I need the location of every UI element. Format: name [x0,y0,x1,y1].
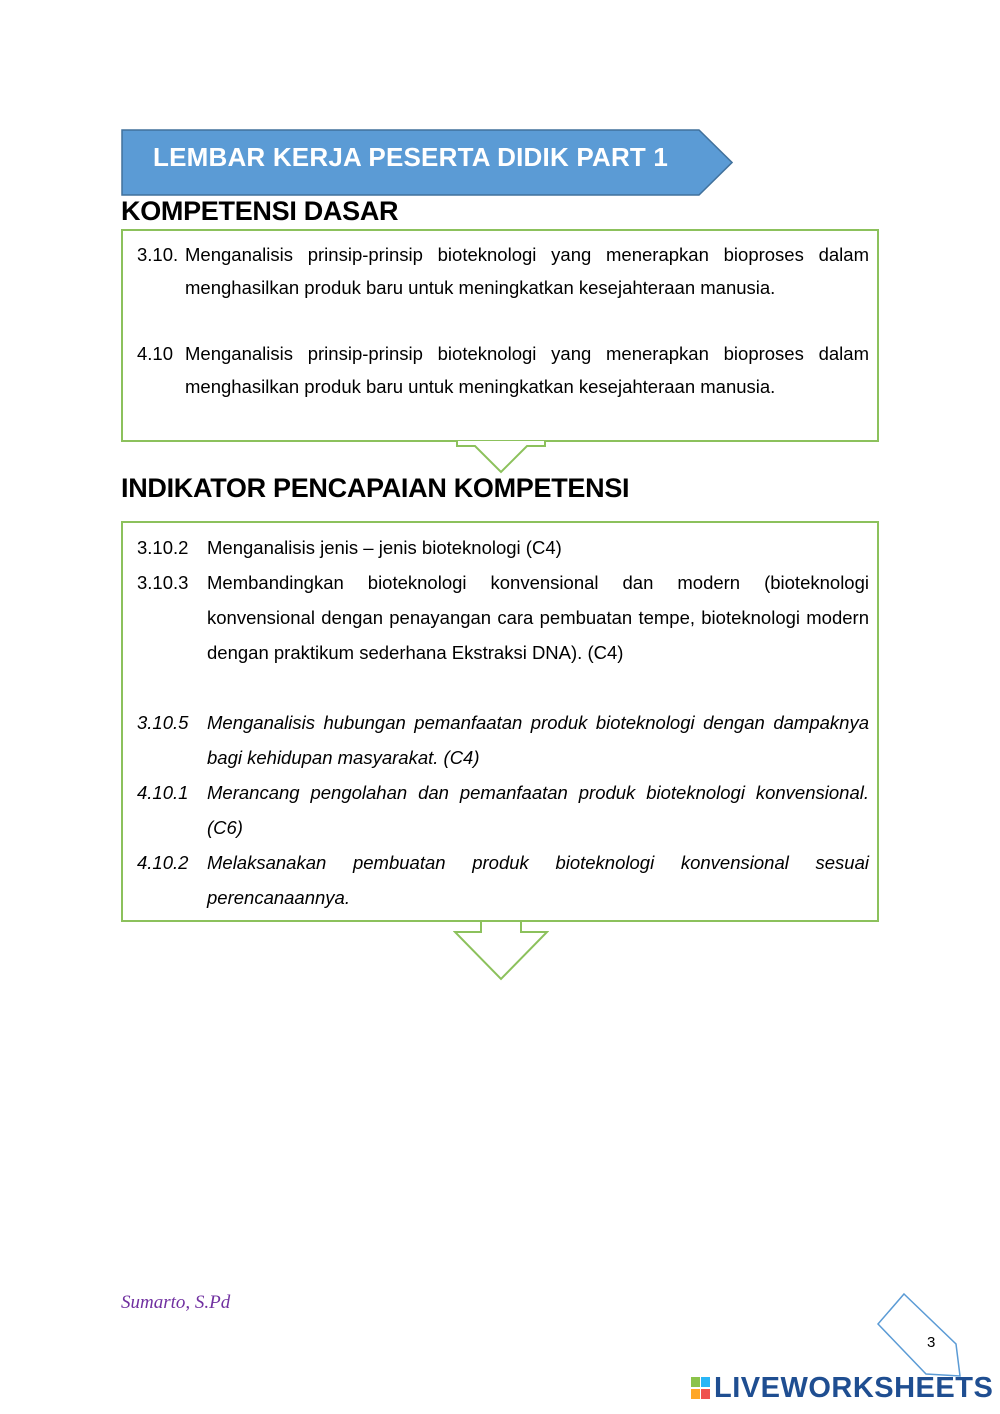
ipk-box [121,521,879,922]
author-signature: Sumarto, S.Pd [121,1292,231,1313]
kd-heading: KOMPETENSI DASAR [121,196,399,226]
ipk-item-number: 3.10.2 [137,537,189,558]
ipk-item [137,705,869,775]
liveworksheets-logo-text: LIVEWORKSHEETS [714,1371,994,1404]
ipk-item [137,565,869,670]
ipk-item-text: Membandingkan bioteknologi konvensional dan modern (bioteknologi konvensional dengan penayangan cara pembuatan tempe, bioteknologi modern dengan praktikum sederhana Ekstraksi DNA). (C4) [207,572,869,663]
down-arrow-icon [453,920,549,982]
ipk-item-text: Merancang pengolahan dan pemanfaatan produk bioteknologi konvensional.(C6) [207,782,869,838]
kd-item [137,337,869,403]
ipk-item [137,845,869,915]
ipk-item-text: Menganalisis jenis – jenis bioteknologi (C4) [207,537,562,558]
liveworksheets-logo-icon [690,1373,712,1403]
kd-item-text: Menganalisis prinsip-prinsip bioteknologi yang menerapkan bioproses dalam menghasilkan produk baru untuk meningkatkan kesejahteraan manusia. [185,244,869,298]
kd-item-number: 3.10. [137,244,179,265]
liveworksheets-logo [690,1370,993,1406]
ipk-item [137,775,869,845]
title-banner [121,129,733,196]
ipk-item-number: 3.10.5 [137,712,189,733]
ipk-item-text: Melaksanakan pembuatan produk bioteknologi konvensional sesuai perencanaannya. [207,852,869,908]
banner-title: LEMBAR KERJA PESERTA DIDIK PART 1 [153,142,669,172]
page-corner-shape [876,1292,966,1382]
page-number: 3 [927,1334,936,1351]
ipk-item-number: 4.10.1 [137,782,189,803]
kd-item-number: 4.10 [137,343,174,364]
ipk-item-number: 3.10.3 [137,572,189,593]
kd-item-text: Menganalisis prinsip-prinsip bioteknologi yang menerapkan bioproses dalam menghasilkan produk baru untuk meningkatkan kesejahteraan manusia. [185,343,869,397]
ipk-item-text: Menganalisis hubungan pemanfaatan produk bioteknologi dengan dampaknya bagi kehidupan masyarakat. (C4) [207,712,869,768]
kd-item [137,238,869,304]
ipk-item [137,530,869,565]
down-arrow-icon [455,440,547,474]
kd-box [121,229,879,442]
ipk-item-number: 4.10.2 [137,852,189,873]
ipk-heading: INDIKATOR PENCAPAIAN KOMPETENSI [121,473,630,503]
